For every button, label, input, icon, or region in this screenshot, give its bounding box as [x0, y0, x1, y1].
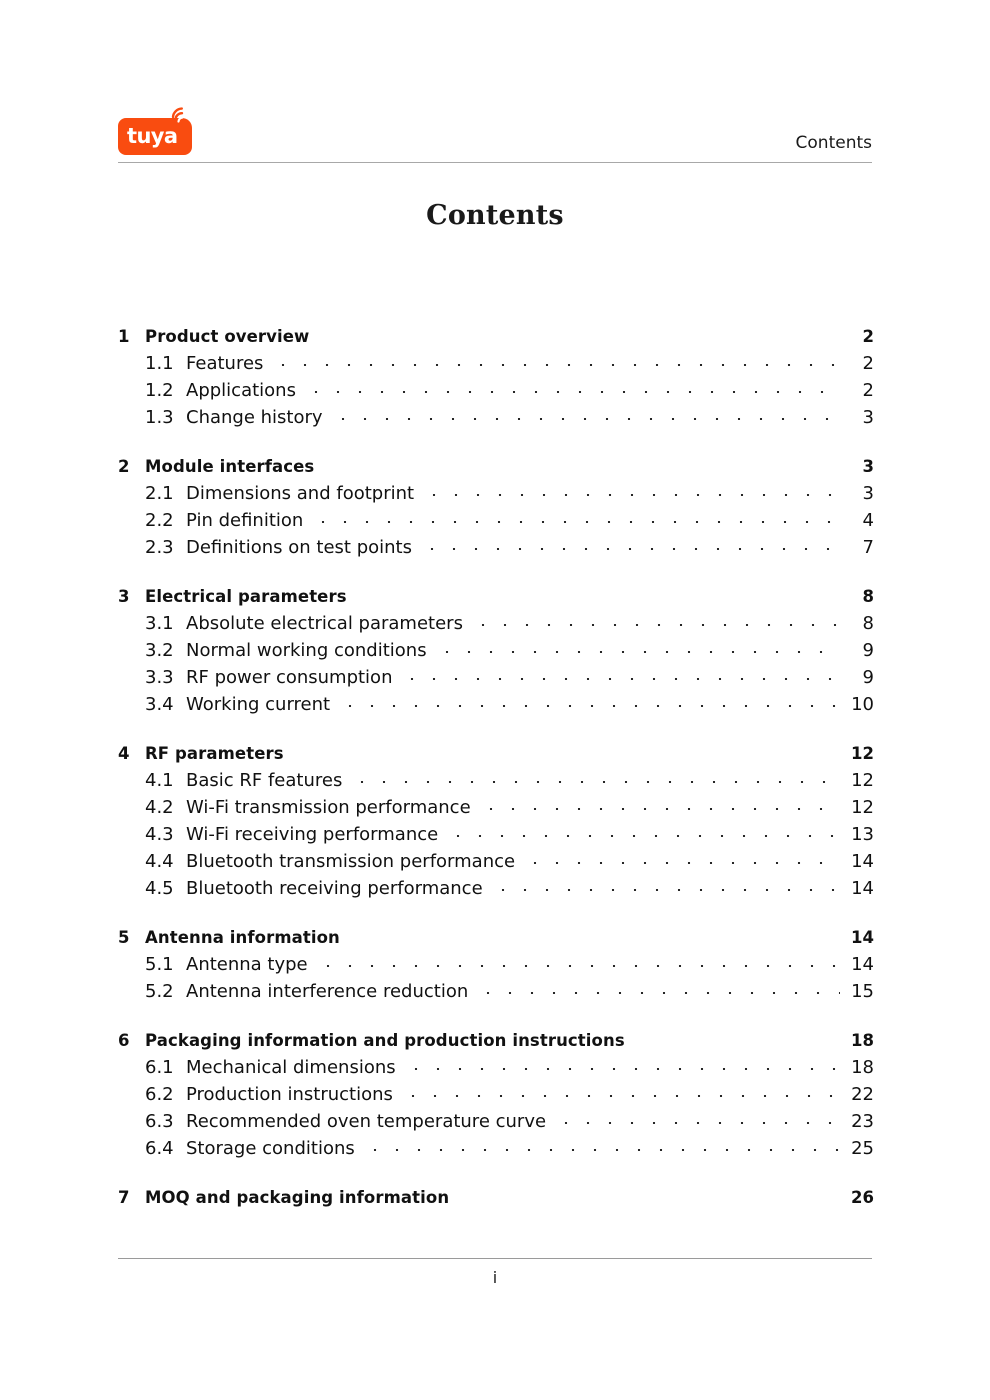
toc-section-entry[interactable]: [118, 795, 874, 822]
toc-section-entry[interactable]: [118, 979, 874, 1006]
toc-chapter-title: MOQ and packaging information: [145, 1188, 450, 1207]
toc-section-entry[interactable]: [118, 768, 874, 795]
toc-leader-dots: [351, 768, 840, 786]
toc-leader-dots: [423, 481, 840, 499]
toc-section-title: Mechanical dimensions: [186, 1057, 396, 1078]
toc-leader-dots: [402, 1082, 840, 1100]
toc-leader-dots: [480, 795, 840, 813]
toc-chapter-page-number: 8: [862, 587, 874, 606]
toc-chapter-block: [118, 324, 874, 432]
toc-chapter-number: 1: [118, 327, 130, 346]
toc-section-entry[interactable]: [118, 849, 874, 876]
toc-section-page-number: 23: [851, 1111, 874, 1132]
toc-chapter-page-number: 12: [851, 744, 874, 763]
toc-section-title: Storage conditions: [186, 1138, 355, 1159]
toc-section-entry[interactable]: [118, 405, 874, 432]
toc-chapter-number: 4: [118, 744, 130, 763]
toc-section-number: 2.2: [145, 510, 174, 531]
page-header: [118, 112, 872, 164]
toc-section-number: 6.3: [145, 1111, 174, 1132]
toc-chapter-title: Product overview: [145, 327, 310, 346]
toc-chapter-block: [118, 1185, 874, 1212]
toc-section-page-number: 22: [851, 1084, 874, 1105]
toc-section-number: 3.3: [145, 667, 174, 688]
toc-section-page-number: 14: [851, 878, 874, 899]
toc-section-number: 2.3: [145, 537, 174, 558]
toc-section-page-number: 3: [862, 483, 874, 504]
toc-chapter-page-number: 14: [851, 928, 874, 947]
toc-section-entry[interactable]: [118, 535, 874, 562]
toc-leader-dots: [421, 535, 840, 553]
toc-section-title: Features: [186, 353, 264, 374]
toc-section-page-number: 9: [862, 667, 874, 688]
header-divider: [118, 162, 872, 163]
toc-section-title: Recommended oven temperature curve: [186, 1111, 547, 1132]
toc-leader-dots: [492, 876, 840, 894]
toc-section-page-number: 3: [862, 407, 874, 428]
toc-section-number: 6.2: [145, 1084, 174, 1105]
toc-section-title: Definitions on test points: [186, 537, 412, 558]
toc-chapter-title: Module interfaces: [145, 457, 315, 476]
toc-leader-dots: [472, 611, 840, 629]
header-section-label: Contents: [795, 133, 872, 153]
toc-chapter-number: 7: [118, 1188, 130, 1207]
toc-chapter-block: [118, 741, 874, 903]
toc-chapter-page-number: 2: [862, 327, 874, 346]
toc-section-title: RF power consumption: [186, 667, 393, 688]
toc-section-title: Change history: [186, 407, 323, 428]
toc-section-page-number: 7: [862, 537, 874, 558]
toc-section-page-number: 13: [851, 824, 874, 845]
toc-section-number: 6.4: [145, 1138, 174, 1159]
toc-section-entry[interactable]: [118, 876, 874, 903]
toc-leader-dots: [458, 1185, 840, 1203]
toc-section-title: Production instructions: [186, 1084, 393, 1105]
toc-section-entry[interactable]: [118, 508, 874, 535]
toc-section-page-number: 12: [851, 770, 874, 791]
toc-chapter-page-number: 18: [851, 1031, 874, 1050]
toc-section-page-number: 9: [862, 640, 874, 661]
tuya-logo-wordmark: tuya: [127, 124, 178, 148]
toc-section-page-number: 2: [862, 380, 874, 401]
toc-chapter-entry[interactable]: [118, 324, 874, 351]
toc-section-number: 3.1: [145, 613, 174, 634]
toc-chapter-title: Electrical parameters: [145, 587, 347, 606]
toc-chapter-number: 2: [118, 457, 130, 476]
toc-leader-dots: [349, 925, 840, 943]
toc-section-entry[interactable]: [118, 822, 874, 849]
toc-leader-dots: [356, 584, 840, 602]
toc-section-title: Normal working conditions: [186, 640, 427, 661]
toc-chapter-title: Packaging information and production instructions: [145, 1031, 625, 1050]
toc-leader-dots: [555, 1109, 840, 1127]
toc-leader-dots: [401, 665, 840, 683]
toc-section-entry[interactable]: [118, 611, 874, 638]
toc-section-number: 2.1: [145, 483, 174, 504]
toc-chapter-entry[interactable]: [118, 454, 874, 481]
toc-section-entry[interactable]: [118, 638, 874, 665]
toc-chapter-page-number: 3: [862, 457, 874, 476]
toc-leader-dots: [317, 952, 840, 970]
toc-leader-dots: [405, 1055, 840, 1073]
toc-chapter-number: 6: [118, 1031, 130, 1050]
toc-leader-dots: [318, 324, 840, 342]
toc-section-number: 4.2: [145, 797, 174, 818]
toc-section-number: 4.5: [145, 878, 174, 899]
toc-section-page-number: 4: [862, 510, 874, 531]
toc-chapter-number: 5: [118, 928, 130, 947]
toc-section-page-number: 14: [851, 954, 874, 975]
toc-section-number: 1.1: [145, 353, 174, 374]
toc-section-page-number: 25: [851, 1138, 874, 1159]
toc-leader-dots: [332, 405, 840, 423]
toc-section-title: Applications: [186, 380, 296, 401]
toc-chapter-entry[interactable]: [118, 584, 874, 611]
toc-chapter-entry[interactable]: [118, 1028, 874, 1055]
toc-section-title: Working current: [186, 694, 331, 715]
toc-chapter-entry[interactable]: [118, 741, 874, 768]
toc-section-entry[interactable]: [118, 665, 874, 692]
toc-section-page-number: 2: [862, 353, 874, 374]
toc-section-number: 6.1: [145, 1057, 174, 1078]
wifi-signal-icon: [171, 106, 193, 126]
toc-chapter-title: RF parameters: [145, 744, 284, 763]
toc-chapter-number: 3: [118, 587, 130, 606]
toc-section-title: Bluetooth receiving performance: [186, 878, 483, 899]
toc-section-page-number: 10: [851, 694, 874, 715]
toc-leader-dots: [339, 692, 840, 710]
toc-section-title: Antenna type: [186, 954, 308, 975]
toc-chapter-entry[interactable]: [118, 925, 874, 952]
toc-section-title: Dimensions and footprint: [186, 483, 415, 504]
toc-chapter-block: [118, 925, 874, 1006]
toc-leader-dots: [272, 351, 840, 369]
toc-leader-dots: [634, 1028, 840, 1046]
toc-section-title: Wi-Fi receiving performance: [186, 824, 439, 845]
toc-section-entry[interactable]: [118, 1082, 874, 1109]
toc-leader-dots: [436, 638, 840, 656]
toc-section-title: Bluetooth transmission performance: [186, 851, 516, 872]
toc-section-number: 4.4: [145, 851, 174, 872]
toc-section-number: 4.3: [145, 824, 174, 845]
toc-chapter-title: Antenna information: [145, 928, 340, 947]
footer-page-number: i: [492, 1268, 498, 1287]
toc-chapter-block: [118, 584, 874, 719]
toc-leader-dots: [305, 378, 840, 396]
toc-section-page-number: 15: [851, 981, 874, 1002]
toc-section-number: 1.3: [145, 407, 174, 428]
toc-section-number: 3.2: [145, 640, 174, 661]
toc-section-page-number: 18: [851, 1057, 874, 1078]
toc-section-number: 5.1: [145, 954, 174, 975]
toc-chapter-page-number: 26: [851, 1188, 874, 1207]
toc-section-page-number: 8: [862, 613, 874, 634]
toc-section-number: 3.4: [145, 694, 174, 715]
toc-section-page-number: 12: [851, 797, 874, 818]
toc-section-entry[interactable]: [118, 481, 874, 508]
footer-divider: [118, 1258, 872, 1259]
toc-section-entry[interactable]: [118, 1109, 874, 1136]
toc-leader-dots: [323, 454, 840, 472]
toc-leader-dots: [293, 741, 840, 759]
toc-section-title: Basic RF features: [186, 770, 343, 791]
page-title: Contents: [426, 200, 564, 231]
toc-leader-dots: [447, 822, 840, 840]
toc-section-entry[interactable]: [118, 952, 874, 979]
toc-section-title: Absolute electrical parameters: [186, 613, 463, 634]
toc-section-entry[interactable]: [118, 1136, 874, 1163]
toc-section-number: 1.2: [145, 380, 174, 401]
toc-leader-dots: [364, 1136, 840, 1154]
toc-leader-dots: [312, 508, 840, 526]
toc-section-number: 4.1: [145, 770, 174, 791]
toc-leader-dots: [524, 849, 840, 867]
toc-section-entry[interactable]: [118, 351, 874, 378]
toc-section-page-number: 14: [851, 851, 874, 872]
toc-section-entry[interactable]: [118, 692, 874, 719]
toc-section-title: Wi-Fi transmission performance: [186, 797, 471, 818]
toc-section-entry[interactable]: [118, 1055, 874, 1082]
toc-section-title: Antenna interference reduction: [186, 981, 469, 1002]
toc-section-title: Pin definition: [186, 510, 304, 531]
toc-section-number: 5.2: [145, 981, 174, 1002]
toc-leader-dots: [477, 979, 840, 997]
toc-section-entry[interactable]: [118, 378, 874, 405]
toc-chapter-entry[interactable]: [118, 1185, 874, 1212]
toc-chapter-block: [118, 1028, 874, 1163]
table-of-contents: [118, 324, 874, 1212]
toc-chapter-block: [118, 454, 874, 562]
